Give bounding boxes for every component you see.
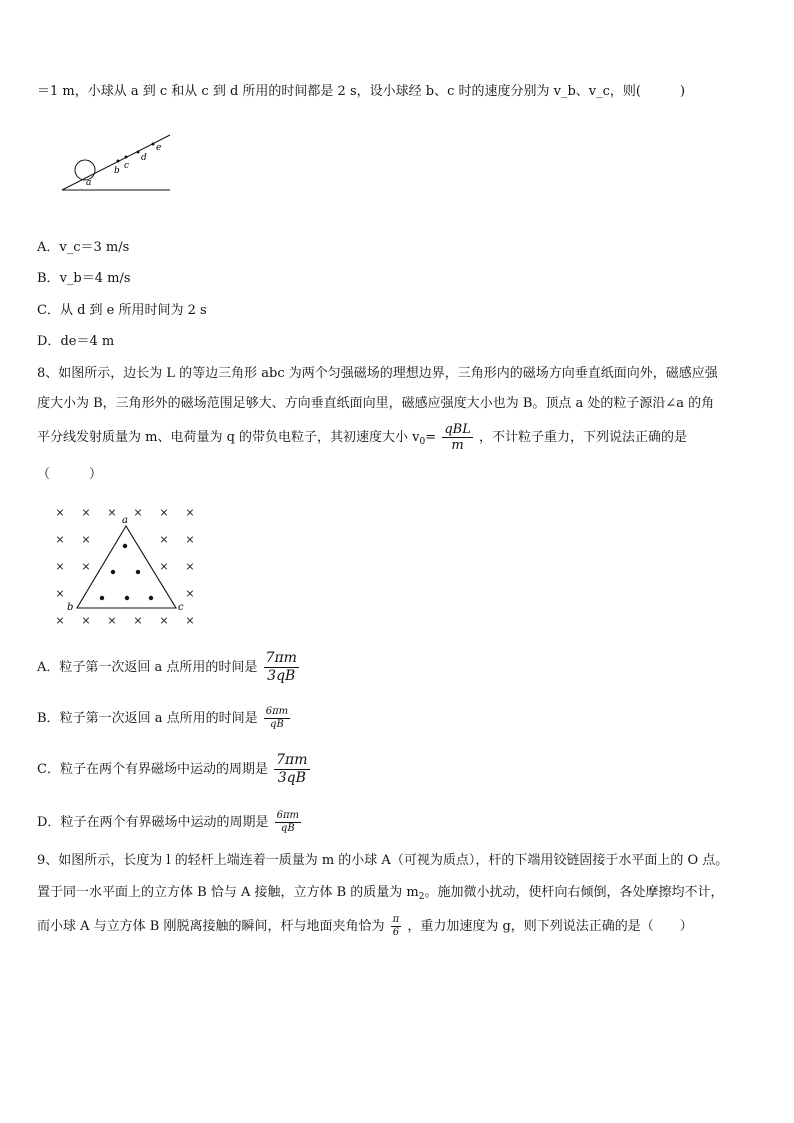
option-key: B． <box>37 271 60 286</box>
incline-figure <box>58 130 176 194</box>
equals-sign: = <box>425 430 437 445</box>
q9-line2 <box>37 884 724 906</box>
fraction-numerator: π <box>392 914 400 925</box>
option-fraction <box>264 706 290 731</box>
option-key: D． <box>37 334 61 349</box>
fraction-denominator: 3qB <box>277 770 306 786</box>
q8-line2 <box>37 395 714 413</box>
q8-text-1: 如图所示，边长为 L 的等边三角形 abc 为两个匀强磁场的理想边界，三角形内的磁场方向垂直纸面向外，磁感应强 <box>58 366 718 381</box>
q7-option-b[interactable] <box>37 270 131 288</box>
q8-line3 <box>37 422 687 457</box>
fraction-denominator: qB <box>270 719 284 730</box>
fraction-denominator: 6 <box>392 927 400 938</box>
q8-option-c[interactable] <box>37 752 312 788</box>
option-key: B． <box>37 711 60 726</box>
x-mark: × <box>133 614 143 627</box>
fraction-numerator: 6πm <box>265 706 289 717</box>
fraction-numerator: 6πm <box>276 810 300 821</box>
x-mark: × <box>55 533 65 546</box>
q8-text-2: 度大小为 B，三角形外的磁场范围足够大、方向垂直纸面向里，磁感应强度大小也为 B。顶点 a 处的粒子源沿∠a 的角 <box>37 396 715 411</box>
q9-line1 <box>37 852 728 870</box>
incline-label-e: e <box>156 143 162 153</box>
x-mark: × <box>81 533 91 546</box>
fraction-numerator: 7πm <box>265 650 297 666</box>
q7-stem <box>37 83 685 101</box>
option-text: de＝4 m <box>60 334 115 349</box>
q7-option-a[interactable] <box>37 239 129 257</box>
x-mark: × <box>185 533 195 546</box>
x-mark: × <box>55 506 65 519</box>
x-mark: × <box>133 506 143 519</box>
q9-text-2: 置于同一水平面上的立方体 B 恰与 A 接触，立方体 B 的质量为 m <box>37 885 419 900</box>
option-fraction <box>275 810 301 835</box>
x-mark: × <box>185 560 195 573</box>
v0-fraction <box>442 422 473 453</box>
dot-mark <box>111 570 115 574</box>
incline-label-c: c <box>124 161 130 171</box>
option-key: C． <box>37 762 60 777</box>
m2-subscript: 2 <box>418 892 425 902</box>
q8-option-b[interactable] <box>37 704 292 734</box>
triangle-label-c: c <box>178 602 184 613</box>
q7-stem-text: ＝1 m，小球从 a 到 c 和从 c 到 d 所用的时间都是 2 s，设小球经 b、c 时的速度分别为 v_b、v_c，则( ) <box>37 84 686 99</box>
option-text: 粒子第一次返回 a 点所用的时间是 <box>59 660 258 675</box>
option-key: C． <box>37 303 60 318</box>
q9-text-3: 而小球 A 与立方体 B 刚脱离接触的瞬间，杆与地面夹角恰为 <box>37 919 385 934</box>
q7-option-c[interactable] <box>37 302 207 320</box>
x-mark: × <box>81 560 91 573</box>
incline-label-b: b <box>114 166 120 176</box>
x-mark: × <box>81 506 91 519</box>
option-key: A． <box>37 660 60 675</box>
v0-subscript: 0 <box>419 437 426 447</box>
fraction-denominator: m <box>451 438 464 453</box>
q9-text-1: 如图所示，长度为 l 的轻杆上端连着一质量为 m 的小球 A（可视为质点），杆的下端用铰链固接于水平面上的 O 点。 <box>58 853 729 868</box>
answer-blank: （ ） <box>37 467 103 482</box>
q9-text-2-post: 。施加微小扰动，使杆向右倾倒，各处摩擦均不计， <box>424 885 724 900</box>
dot-mark <box>149 596 153 600</box>
incline-label-d: d <box>141 153 147 163</box>
fraction-denominator: qB <box>280 823 295 834</box>
x-mark: × <box>107 614 117 627</box>
x-mark: × <box>55 560 65 573</box>
option-fraction <box>264 650 299 685</box>
q7-option-d[interactable] <box>37 333 114 351</box>
fraction-numerator: qBL <box>444 422 471 437</box>
x-mark: × <box>159 533 169 546</box>
x-mark: × <box>55 614 65 627</box>
x-mark: × <box>185 587 195 600</box>
option-text: v_b＝4 m/s <box>59 271 131 286</box>
triangle-label-a: a <box>122 515 128 526</box>
q9-line3 <box>37 910 693 944</box>
q8-option-d[interactable] <box>37 808 303 838</box>
q9-text-3-post: ，重力加速度为 g，则下列说法正确的是（ ） <box>407 919 693 934</box>
option-text: 粒子在两个有界磁场中运动的周期是 <box>60 815 269 830</box>
incline-label-a: a <box>86 178 92 188</box>
question-number: 8、 <box>37 366 59 381</box>
option-fraction <box>274 752 309 787</box>
x-mark: × <box>107 506 117 519</box>
x-mark: × <box>159 560 169 573</box>
dot-mark <box>125 596 129 600</box>
triangle-field-figure <box>50 506 210 628</box>
option-text: 从 d 到 e 所用时间为 2 s <box>59 303 207 318</box>
question-number: 9、 <box>37 853 59 868</box>
x-mark: × <box>185 614 195 627</box>
q8-option-a[interactable] <box>37 650 301 686</box>
dot-mark <box>100 596 104 600</box>
dot-mark <box>123 544 127 548</box>
q8-text-3-post: ，不计粒子重力，下列说法正确的是 <box>478 430 687 445</box>
dot-mark <box>136 570 140 574</box>
x-mark: × <box>81 614 91 627</box>
angle-fraction <box>391 914 402 939</box>
q8-line1 <box>37 365 718 383</box>
option-text: 粒子第一次返回 a 点所用的时间是 <box>59 711 258 726</box>
x-mark: × <box>159 614 169 627</box>
option-key: A． <box>37 240 60 255</box>
fraction-denominator: 3qB <box>267 668 296 684</box>
q8-text-3: 平分线发射质量为 m、电荷量为 q 的带负电粒子，其初速度大小 v <box>37 430 420 445</box>
option-text: 粒子在两个有界磁场中运动的周期是 <box>59 762 268 777</box>
x-mark: × <box>185 506 195 519</box>
q8-blank <box>37 466 102 484</box>
x-mark: × <box>159 506 169 519</box>
x-mark: × <box>55 587 65 600</box>
option-text: v_c＝3 m/s <box>59 240 130 255</box>
option-key: D． <box>37 815 61 830</box>
fraction-numerator: 7πm <box>276 752 308 768</box>
triangle-label-b: b <box>67 602 74 613</box>
